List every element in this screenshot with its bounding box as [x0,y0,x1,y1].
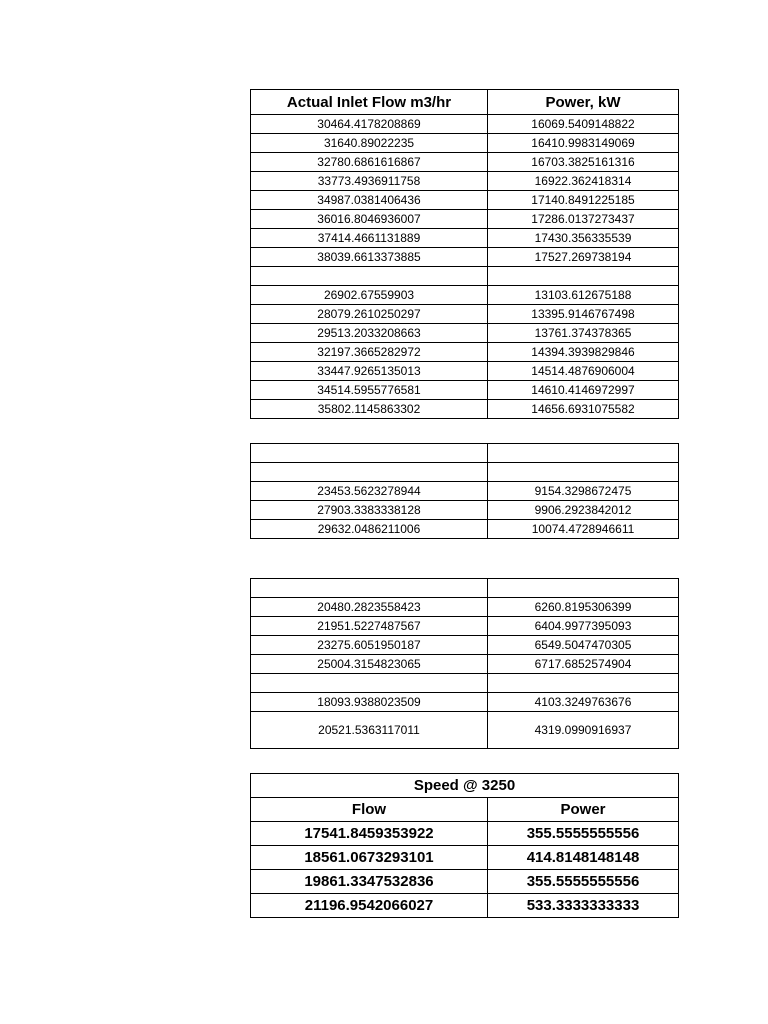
power-cell: 14514.4876906004 [488,362,679,381]
power-cell [488,444,679,463]
power-cell [488,579,679,598]
flow-cell: 28079.2610250297 [251,305,488,324]
power-cell: 533.3333333333 [488,894,679,918]
flow-cell: 30464.4178208869 [251,115,488,134]
power-cell: 355.5555555556 [488,870,679,894]
flow-cell [251,444,488,463]
flow-cell: 31640.89022235 [251,134,488,153]
table-row [251,115,679,134]
power-cell: 14394.3939829846 [488,343,679,362]
power-cell: 9154.3298672475 [488,482,679,501]
table-header-row [251,90,679,115]
flow-header: Flow [251,798,488,822]
flow-cell: 36016.8046936007 [251,210,488,229]
table-row [251,400,679,419]
flow-cell: 18093.9388023509 [251,693,488,712]
flow-cell: 33773.4936911758 [251,172,488,191]
table-row [251,191,679,210]
flow-cell: 18561.0673293101 [251,846,488,870]
power-header: Power [488,798,679,822]
flow-cell: 23453.5623278944 [251,482,488,501]
power-cell: 16069.5409148822 [488,115,679,134]
power-cell: 6717.6852574904 [488,655,679,674]
table-row [251,870,679,894]
table-row [251,305,679,324]
flow-cell: 27903.3383338128 [251,501,488,520]
power-cell: 14610.4146972997 [488,381,679,400]
flow-cell [251,267,488,286]
power-cell [488,463,679,482]
table-row [251,248,679,267]
power-cell: 13761.374378365 [488,324,679,343]
power-cell: 17430.356335539 [488,229,679,248]
power-cell: 16410.9983149069 [488,134,679,153]
table-row [251,894,679,918]
table-row [251,324,679,343]
table-row [251,501,679,520]
table-title-row [251,774,679,798]
table-row [251,153,679,172]
table-row [251,343,679,362]
flow-cell [251,674,488,693]
table-row [251,463,679,482]
power-cell: 10074.4728946611 [488,520,679,539]
table-row [251,636,679,655]
flow-cell: 19861.3347532836 [251,870,488,894]
table-row [251,444,679,463]
power-cell [488,674,679,693]
power-cell: 355.5555555556 [488,822,679,846]
flow-cell: 38039.6613373885 [251,248,488,267]
flow-cell: 32197.3665282972 [251,343,488,362]
table-row [251,617,679,636]
power-header: Power, kW [488,90,679,115]
power-cell: 6260.8195306399 [488,598,679,617]
table-row [251,712,679,749]
power-cell: 17140.8491225185 [488,191,679,210]
table-row [251,362,679,381]
flow-cell: 20480.2823558423 [251,598,488,617]
table-row [251,286,679,305]
flow-cell: 21196.9542066027 [251,894,488,918]
power-cell: 4319.0990916937 [488,712,679,749]
flow-cell: 37414.4661131889 [251,229,488,248]
table-row [251,229,679,248]
flow-cell: 29513.2033208663 [251,324,488,343]
flow-cell: 20521.5363117011 [251,712,488,749]
table-row [251,381,679,400]
flow-cell: 21951.5227487567 [251,617,488,636]
power-cell: 13103.612675188 [488,286,679,305]
flow-cell: 29632.0486211006 [251,520,488,539]
table-row [251,598,679,617]
power-cell: 4103.3249763676 [488,693,679,712]
table-row [251,520,679,539]
power-cell [488,267,679,286]
power-cell: 6404.9977395093 [488,617,679,636]
speed-3250-table [250,773,679,918]
flow-cell [251,463,488,482]
table-row [251,674,679,693]
table-row [251,655,679,674]
flow-power-table-2 [250,443,679,539]
table-row [251,134,679,153]
power-cell: 13395.9146767498 [488,305,679,324]
flow-cell [251,579,488,598]
table-row [251,846,679,870]
table-row [251,267,679,286]
table-row [251,172,679,191]
power-cell: 16703.3825161316 [488,153,679,172]
flow-power-table-1 [250,89,679,419]
table-row [251,693,679,712]
flow-cell: 32780.6861616867 [251,153,488,172]
flow-cell: 34987.0381406436 [251,191,488,210]
table-row [251,822,679,846]
flow-cell: 23275.6051950187 [251,636,488,655]
table-row [251,210,679,229]
flow-cell: 26902.67559903 [251,286,488,305]
inlet-flow-header: Actual Inlet Flow m3/hr [251,90,488,115]
power-cell: 9906.2923842012 [488,501,679,520]
flow-cell: 33447.9265135013 [251,362,488,381]
power-cell: 6549.5047470305 [488,636,679,655]
speed-title: Speed @ 3250 [251,774,679,798]
flow-cell: 25004.3154823065 [251,655,488,674]
table-row [251,579,679,598]
flow-power-table-3 [250,578,679,749]
power-cell: 14656.6931075582 [488,400,679,419]
flow-cell: 35802.1145863302 [251,400,488,419]
power-cell: 17286.0137273437 [488,210,679,229]
table-row [251,482,679,501]
flow-cell: 34514.5955776581 [251,381,488,400]
power-cell: 17527.269738194 [488,248,679,267]
power-cell: 16922.362418314 [488,172,679,191]
table-header-row [251,798,679,822]
power-cell: 414.8148148148 [488,846,679,870]
flow-cell: 17541.8459353922 [251,822,488,846]
